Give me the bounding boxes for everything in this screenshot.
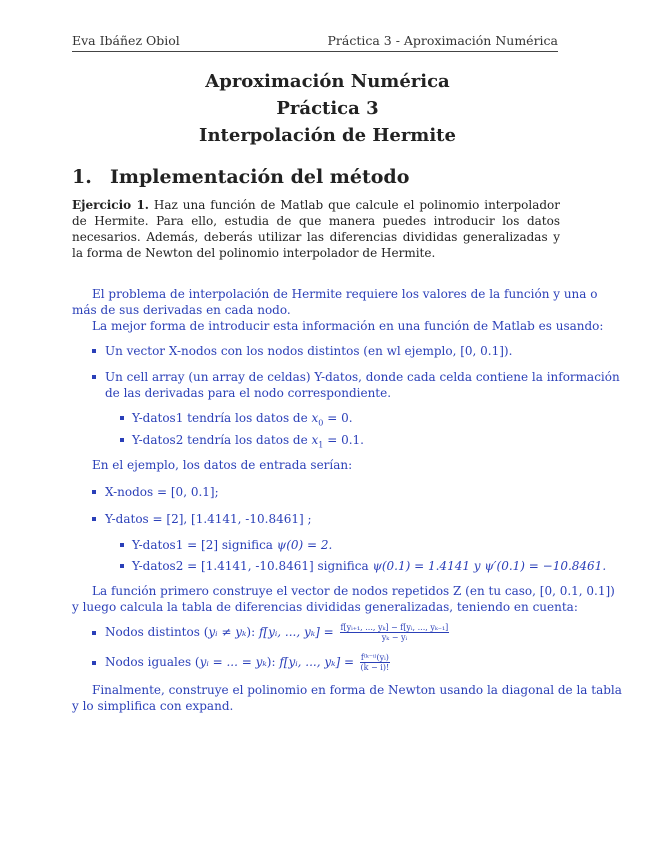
- sub-bullet-marker: [120, 543, 124, 547]
- fraction-denominator: yₖ − yᵢ: [381, 633, 408, 642]
- math-condition: yᵢ ≠ yₖ: [208, 625, 247, 639]
- bullet-y-datos-value: Y-datos = [2], [1.4141, -10.8461] ;: [105, 512, 312, 526]
- answer-paragraph-5-line-2: y lo simplifica con expand.: [72, 699, 234, 713]
- title-line-3: Interpolación de Hermite: [199, 125, 456, 146]
- sub-bullet-y-datos2: [132, 432, 364, 453]
- fraction-denominator: (k − i)!: [360, 663, 390, 672]
- bullet-cell-array-line-1: Un cell array (un array de celdas) Y-datos, donde cada celda contiene la información: [105, 370, 620, 384]
- bullet-text: Nodos iguales (: [105, 655, 200, 669]
- section-number: 1.: [72, 166, 92, 188]
- derivative-fraction: [360, 653, 390, 672]
- exercise-statement: [72, 197, 560, 261]
- math-subscript: 1: [318, 440, 324, 450]
- sub-bullet-marker: [120, 564, 124, 568]
- document-title: [0, 68, 655, 149]
- bullet-marker: [92, 490, 96, 494]
- sub-bullet-text: Y-datos1 tendría los datos de: [132, 411, 312, 425]
- bullet-marker: [92, 631, 96, 635]
- math-variable: x: [311, 433, 319, 447]
- answer-paragraph-1-line-2: más de sus derivadas en cada nodo.: [72, 303, 291, 317]
- title-line-2: Práctica 3: [276, 98, 379, 119]
- bullet-equal-nodes: [105, 652, 390, 672]
- answer-paragraph-1-line-1: El problema de interpolación de Hermite requiere los valores de la función y una o: [92, 287, 598, 301]
- math-subscript: 0: [318, 418, 324, 428]
- header-author: Eva Ibáñez Obiol: [72, 33, 180, 48]
- section-title: Implementación del método: [110, 166, 410, 188]
- fraction-numerator: f[yᵢ₊₁, ..., yₖ] − f[yᵢ, ..., yₖ₋₁]: [340, 623, 449, 632]
- bullet-marker: [92, 349, 96, 353]
- bullet-marker: [92, 661, 96, 665]
- fraction-numerator: f⁽ᵏ⁻ⁱ⁾(yᵢ): [360, 653, 389, 662]
- answer-paragraph-4-line-2: y luego calcula la tabla de diferencias divididas generalizadas, teniendo en cuenta:: [72, 600, 578, 614]
- sub-bullet-text: Y-datos2 tendría los datos de: [132, 433, 312, 447]
- bullet-cell-array-line-2: de las derivadas para el nodo correspondiente.: [105, 386, 392, 400]
- answer-paragraph-4-line-1: La función primero construye el vector de nodos repetidos Z (en tu caso, [0, 0.1, 0.1]): [92, 584, 615, 598]
- sub-bullet-text: Y-datos2 = [1.4141, -10.8461] significa: [132, 559, 373, 573]
- answer-paragraph-2: La mejor forma de introducir esta información en una función de Matlab es usando:: [92, 319, 604, 333]
- math-expression: ψ(0.1) = 1.4141 y ψ′(0.1) = −10.8461.: [372, 559, 607, 573]
- bullet-marker: [92, 375, 96, 379]
- bullet-x-nodos-description: Un vector X-nodos con los nodos distintos (en wl ejemplo, [0, 0.1]).: [105, 344, 513, 358]
- exercise-text: Haz una función de Matlab que calcule el polinomio interpolador de Hermite. Para ello, estudia de que manera puedes introducir los datos necesarios. Además, deberás utilizar las diferencias divididas generalizadas y la forma de Newton del polinomio interpolador de Hermite.: [72, 198, 560, 260]
- answer-paragraph-3: En el ejemplo, los datos de entrada serían:: [92, 458, 353, 472]
- bullet-text: ):: [266, 655, 280, 669]
- sub-bullet-y-datos1: [132, 410, 353, 431]
- bullet-marker: [92, 517, 96, 521]
- sub-bullet-text: Y-datos1 = [2] significa: [132, 538, 277, 552]
- sub-bullet-marker: [120, 438, 124, 442]
- math-equality: = 0.1.: [323, 433, 364, 447]
- bullet-text: Nodos distintos (: [105, 625, 209, 639]
- sub-bullet-y-datos2-meaning: [132, 558, 606, 574]
- divided-difference-fraction: [340, 623, 450, 642]
- math-equality: = 0.: [323, 411, 353, 425]
- bullet-text: ):: [246, 625, 259, 639]
- sub-bullet-marker: [120, 416, 124, 420]
- running-header: [72, 33, 558, 52]
- bullet-x-nodos-value: X-nodos = [0, 0.1];: [105, 485, 219, 499]
- math-expression: ψ(0) = 2.: [276, 538, 333, 552]
- bullet-distinct-nodes: [105, 622, 449, 642]
- exercise-label: Ejercicio 1.: [72, 198, 149, 212]
- math-expression: f[yᵢ, ..., yₖ] =: [279, 655, 358, 669]
- section-heading: [72, 166, 409, 188]
- math-condition: yᵢ = ... = yₖ: [199, 655, 267, 669]
- header-course: Práctica 3 - Aproximación Numérica: [327, 33, 558, 48]
- math-expression: f[yᵢ, ..., yₖ] =: [258, 625, 338, 639]
- math-variable: x: [311, 411, 319, 425]
- sub-bullet-y-datos1-meaning: [132, 537, 332, 553]
- title-line-1: Aproximación Numérica: [205, 71, 450, 92]
- answer-paragraph-5-line-1: Finalmente, construye el polinomio en forma de Newton usando la diagonal de la tabla: [92, 683, 622, 697]
